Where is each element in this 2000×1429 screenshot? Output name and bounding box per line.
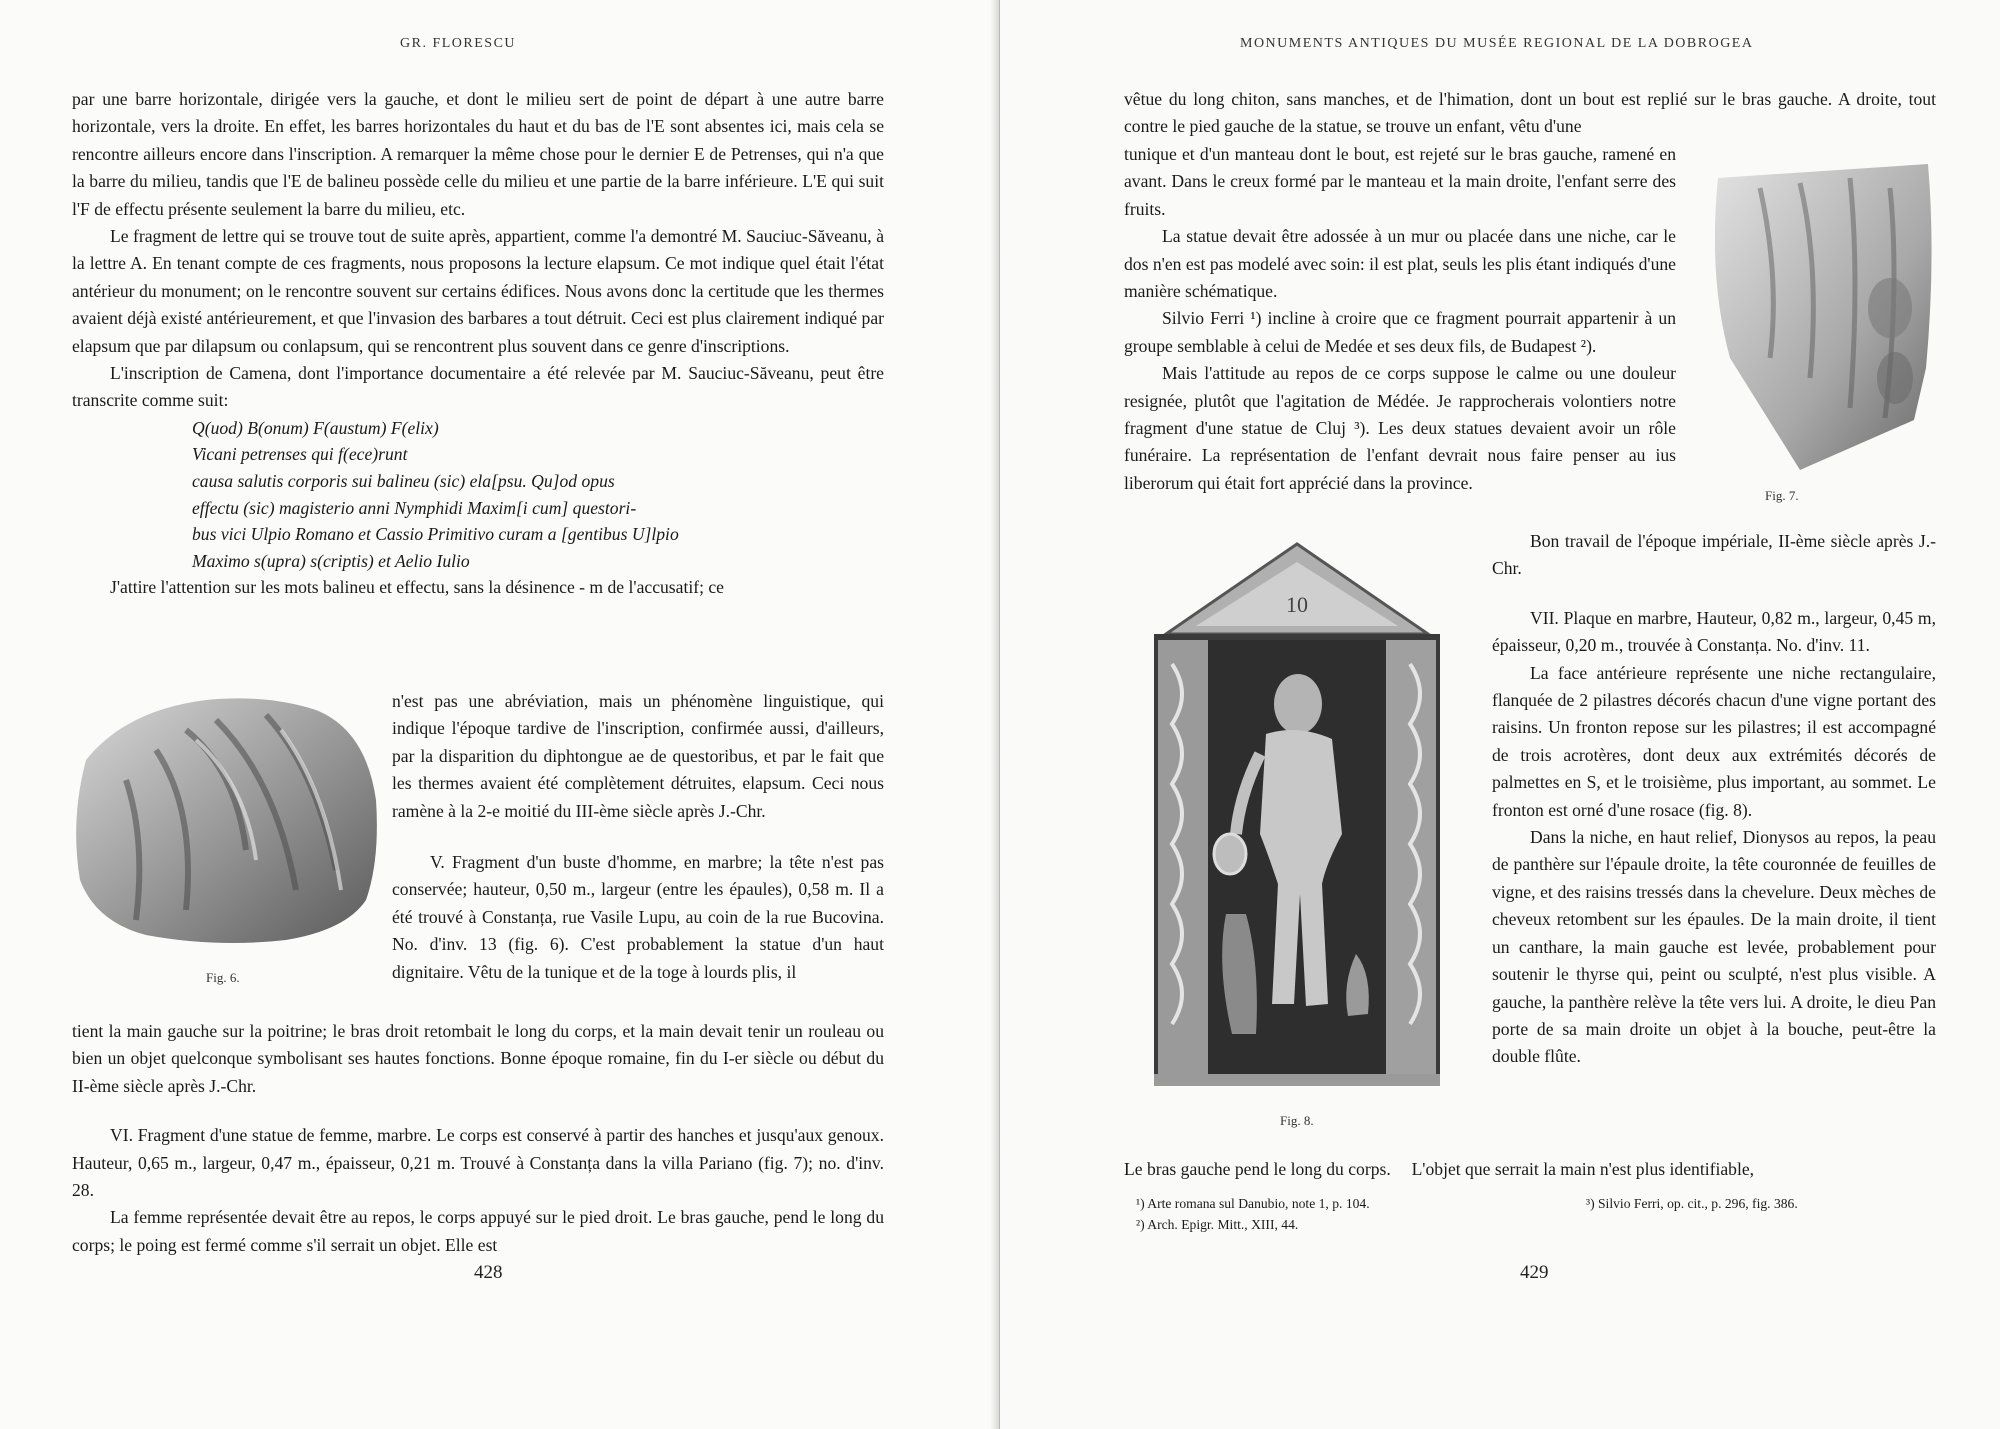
figure-8-caption: Fig. 8. xyxy=(1280,1113,1314,1128)
inscription-line: Vicani petrenses qui f(ece)runt xyxy=(192,444,408,465)
figure-6-caption: Fig. 6. xyxy=(206,970,240,985)
text-block-top-left xyxy=(72,86,884,602)
inscription-line: Maximo s(upra) s(criptis) et Aelio Iulio xyxy=(192,550,470,571)
paragraph: La statue devait être adossée à un mur ou placée dans une niche, car le dos n'en est pas modelé avec soin: il est plat, seuls les plis étant indiqués d'une manière schématique. xyxy=(1124,226,1676,302)
text-block-bottom-left xyxy=(72,1018,884,1259)
figure-6-bust xyxy=(66,690,384,952)
right-page xyxy=(1000,0,2000,1429)
inscription-line: effectu (sic) magisterio anni Nymphidi Maxim[i cum] questori- xyxy=(192,497,637,518)
figure-7-statue-fragment xyxy=(1700,158,1940,476)
text-block-last-line xyxy=(1124,1156,1936,1183)
paragraph: Le fragment de lettre qui se trouve tout de suite après, appartient, comme l'a demontré M. Sauciuc-Săveanu, à la lettre A. En tenant compte de ces fragments, nous proposons la lecture elapsum. Ce mot indique quel était l'état antérieur du monument; on le rencontre souvent sur certains édifices. Nous avons donc la certitude que les thermes avaient déjà existé antérieurement, et que l'invasion des barbares a tout détruit. Ceci est plus clairement indiqué par elapsum que par dilapsum ou conlapsum, qui se rencontrent plus souvent dans ce genre d'inscriptions. xyxy=(72,226,884,356)
text-block-top-right xyxy=(1124,86,1936,141)
paragraph: Dans la niche, en haut relief, Dionysos au repos, la peau de panthère sur l'épaule droite, la tête couronnée de feuilles de vigne, et des raisins tressés dans la chevelure. Deux mèches de cheveux retombent sur les épaules. De la main droite, il tient un canthare, la main gauche est levée, probablement pour soutenir le thyrse qui, peint ou sculpté, n'est plus visible. A gauche, la panthère relève la tête vers lui. A droite, le dieu Pan porte de sa main droite un objet à la bouche, peut-être la double flûte. xyxy=(1492,827,1936,1067)
text-line: L'objet que serrait la main n'est plus identifiable, xyxy=(1411,1159,1755,1179)
text-block-beside-fig7 xyxy=(1124,141,1676,497)
paragraph: vêtue du long chiton, sans manches, et de l'himation, dont un bout est replié sur le bras gauche. A droite, tout contre le pied gauche de la statue, se trouve un enfant, vêtu d'une xyxy=(1124,89,1936,137)
paragraph: La femme représentée devait être au repos, le corps appuyé sur le pied droit. Le bras gauche, pend le long du corps; le poing est fermé comme s'il serrait un objet. Elle est xyxy=(72,1207,884,1255)
page-number-left: 428 xyxy=(474,1262,503,1283)
footnote-2: ²) Arch. Epigr. Mitt., XIII, 44. xyxy=(1136,1217,1299,1232)
text-block-beside-fig8 xyxy=(1492,528,1936,1071)
footnote-1: ¹) Arte romana sul Danubio, note 1, p. 104. xyxy=(1136,1196,1370,1211)
paragraph: Mais l'attitude au repos de ce corps suppose le calme ou une douleur resignée, plutôt que l'agitation de Médée. Je rapprocherais volontiers notre fragment d'une statue de Cluj ³). Les deux statues devaient avoir un rôle funéraire. La représentation de l'enfant devrait nous faire penser au ius liberorum qui était fort apprécié dans la province. xyxy=(1124,363,1676,493)
figure-8-dionysos-plaque xyxy=(1136,534,1458,1090)
svg-text:10: 10 xyxy=(1286,592,1308,617)
paragraph: VI. Fragment d'une statue de femme, marbre. Le corps est conservé à partir des hanches et jusqu'aux genoux. Hauteur, 0,65 m., largeur, 0,47 m., épaisseur, 0,21 m. Trouvé à Constanța dans la villa Pariano (fig. 7); no. d'inv. 28. xyxy=(72,1125,884,1201)
footnote-3: ³) Silvio Ferri, op. cit., p. 296, fig. 386. xyxy=(1586,1196,1798,1211)
footnotes-left-column xyxy=(1136,1193,1556,1235)
running-head-left: GR. FLORESCU xyxy=(400,36,517,51)
footnotes-right-column xyxy=(1586,1193,1946,1214)
paragraph: tunique et d'un manteau dont le bout, est rejeté sur le bras gauche, ramené en avant. Dans le creux formé par le manteau et la main droite, l'enfant serre des fruits. xyxy=(1124,144,1676,219)
inscription-line: bus vici Ulpio Romano et Cassio Primitivo curam a [gentibus U]lpio xyxy=(192,524,679,545)
paragraph: J'attire l'attention sur les mots balineu et effectu, sans la désinence - m de l'accusatif; ce xyxy=(110,577,724,598)
page-number-right: 429 xyxy=(1520,1262,1549,1283)
paragraph: par une barre horizontale, dirigée vers la gauche, et dont le milieu sert de point de départ à une autre barre horizontale, vers la droite. En effet, les barres horizontales du haut et du bas de l'E sont absentes ici, mais cela se rencontre ailleurs encore dans l'inscription. A remarquer la même chose pour le dernier E de Petrenses, qui n'a que la barre du milieu, tandis que l'E de balineu possède celle du milieu et une partie de la barre inférieure. L'E qui suit l'F de effectu présente seulement la barre du milieu, etc. xyxy=(72,89,884,219)
paragraph: V. Fragment d'un buste d'homme, en marbre; la tête n'est pas conservée; hauteur, 0,50 m., largeur (entre les épaules), 0,58 m. Il a été trouvé à Constanța, rue Vasile Lupu, au coin de la rue Bucovina. No. d'inv. 13 (fig. 6). C'est probablement la statue d'un haut dignitaire. Vêtu de la tunique et de la toge à lourds plis, il xyxy=(392,852,884,982)
running-head-right: MONUMENTS ANTIQUES DU MUSÉE REGIONAL DE LA DOBROGEA xyxy=(1240,36,1754,51)
paragraph: VII. Plaque en marbre, Hauteur, 0,82 m., largeur, 0,45 m, épaisseur, 0,20 m., trouvée à Constanța. No. d'inv. 11. xyxy=(1492,607,1936,656)
inscription-line: Q(uod) B(onum) F(austum) F(elix) xyxy=(192,417,439,438)
paragraph: Bon travail de l'époque impériale, II-ème siècle après J.-Chr. xyxy=(1492,531,1936,579)
text-line: Le bras gauche pend le long du corps. xyxy=(1124,1159,1391,1179)
paragraph: L'inscription de Camena, dont l'importance documentaire a été relevée par M. Sauciuc-Săveanu, peut être transcrite comme suit: xyxy=(72,363,884,411)
paragraph: Silvio Ferri ¹) incline à croire que ce fragment pourrait appartenir à un groupe semblable à celui de Medée et ses deux fils, de Budapest ²). xyxy=(1124,308,1676,356)
paragraph: n'est pas une abréviation, mais un phénomène linguistique, qui indique l'époque tardive de l'inscription, confirmée aussi, d'ailleurs, par la disparition du diphtongue ae de questoribus, et par le fait que les thermes avaient été complètement détruites, elapsum. Ceci nous ramène à la 2-e moitié du III-ème siècle après J.-Chr. xyxy=(392,691,884,821)
figure-7-caption: Fig. 7. xyxy=(1765,488,1799,503)
paragraph: La face antérieure représente une niche rectangulaire, flanquée de 2 pilastres décorés chacun d'une vigne portant des raisins. Un fronton repose sur les pilastres; il est accompagné de trois acrotères, dont deux aux extrémités décorés de palmettes en S, et le troisième, plus important, au sommet. Le fronton est orné d'une rosace (fig. 8). xyxy=(1492,662,1936,820)
text-block-beside-fig6 xyxy=(392,688,884,986)
paragraph: tient la main gauche sur la poitrine; le bras droit retombait le long du corps, et la main devait tenir un rouleau ou bien un objet quelconque symbolisant ses hautes fonctions. Bonne époque romaine, fin du I-er siècle ou début du II-ème siècle après J.-Chr. xyxy=(72,1021,884,1096)
inscription-transcription xyxy=(192,415,884,575)
inscription-line: causa salutis corporis sui balineu (sic) ela[psu. Qu]od opus xyxy=(192,471,615,492)
